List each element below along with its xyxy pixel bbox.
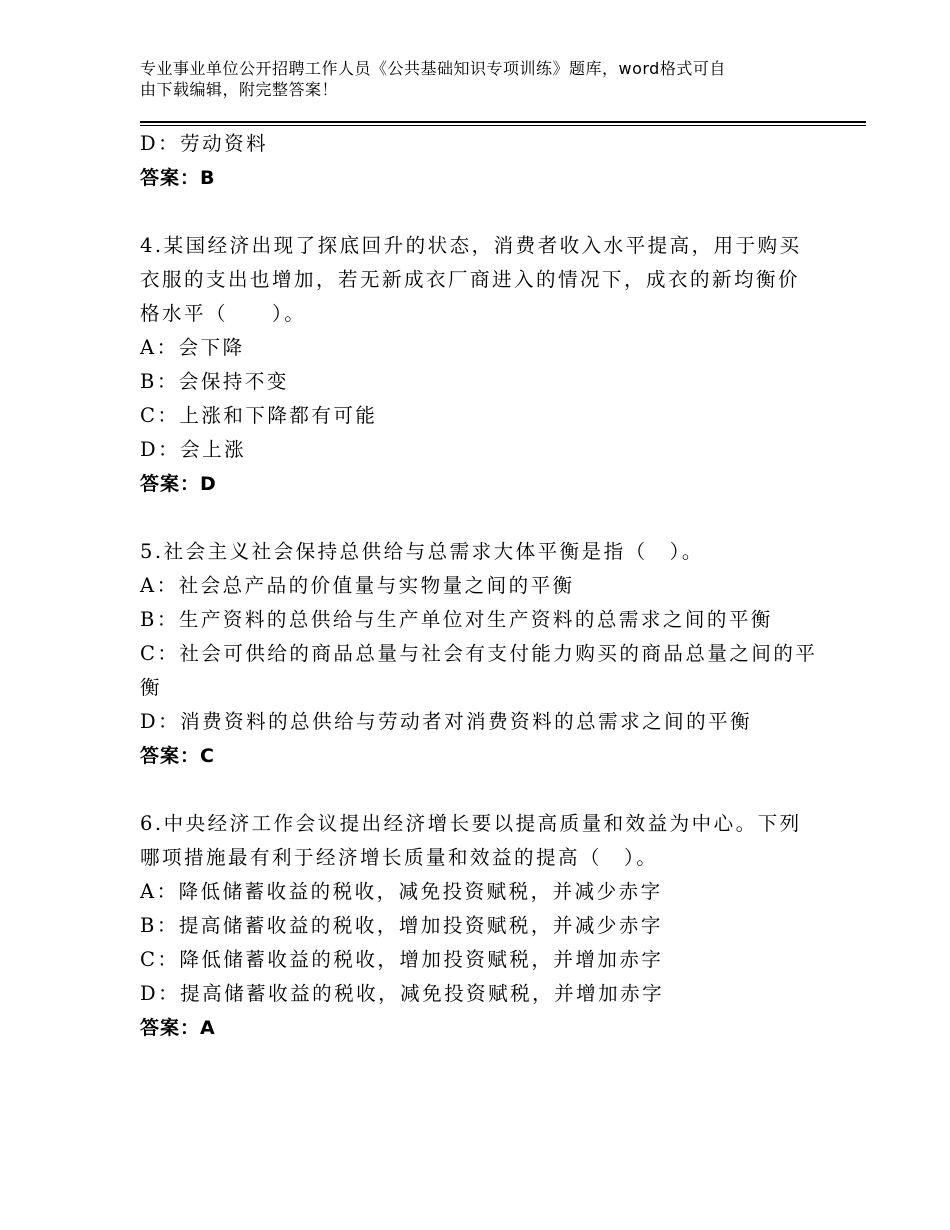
option-c: C：降低储蓄收益的税收，增加投资赋税，并增加赤字 bbox=[140, 948, 664, 971]
carryover-answer bbox=[140, 161, 805, 195]
question-stem-line: 衣服的支出也增加，若无新成衣厂商进入的情况下，成衣的新均衡价 bbox=[140, 268, 801, 291]
spacer bbox=[140, 501, 805, 535]
question-4-answer bbox=[140, 467, 805, 501]
option-d: D：提高储蓄收益的税收，减免投资赋税，并增加赤字 bbox=[140, 982, 665, 1005]
option-b: B：提高储蓄收益的税收，增加投资赋税，并减少赤字 bbox=[140, 914, 663, 937]
header-divider-thin bbox=[140, 125, 866, 126]
answer-label: 答案： bbox=[140, 1017, 201, 1039]
answer-label: 答案： bbox=[140, 473, 201, 495]
question-4 bbox=[140, 229, 805, 501]
question-stem-line: 4.某国经济出现了探底回升的状态，消费者收入水平提高，用于购买 bbox=[140, 234, 802, 257]
question-5-answer bbox=[140, 739, 805, 773]
answer-value: A bbox=[200, 1017, 216, 1039]
option-c-continued: 衡 bbox=[140, 676, 163, 699]
question-6-answer bbox=[140, 1011, 805, 1045]
option-a: A：社会总产品的价值量与实物量之间的平衡 bbox=[140, 574, 575, 597]
option-a: A：降低储蓄收益的税收，减免投资赋税，并减少赤字 bbox=[140, 880, 663, 903]
carryover-option-d: D：劳动资料 bbox=[140, 132, 269, 155]
page-header bbox=[140, 58, 805, 100]
option-b: B：会保持不变 bbox=[140, 370, 289, 393]
option-c: C：社会可供给的商品总量与社会有支付能力购买的商品总量之间的平 bbox=[140, 642, 818, 665]
header-line-2: 由下载编辑，附完整答案！ bbox=[140, 80, 339, 99]
header-line-1: 专业事业单位公开招聘工作人员《公共基础知识专项训练》题库，word格式可自 bbox=[140, 59, 726, 78]
option-d: D：消费资料的总供给与劳动者对消费资料的总需求之间的平衡 bbox=[140, 710, 753, 733]
question-6 bbox=[140, 807, 805, 1045]
option-b: B：生产资料的总供给与生产单位对生产资料的总需求之间的平衡 bbox=[140, 608, 773, 631]
question-stem-line: 哪项措施最有利于经济增长质量和效益的提高（ ）。 bbox=[140, 846, 659, 869]
question-5 bbox=[140, 535, 818, 773]
answer-label: 答案： bbox=[140, 745, 201, 767]
answer-value: B bbox=[200, 167, 216, 189]
answer-value: D bbox=[200, 473, 217, 495]
header-divider-thick bbox=[140, 121, 866, 123]
question-content bbox=[140, 127, 818, 1045]
spacer bbox=[140, 195, 805, 229]
question-stem-line: 5.社会主义社会保持总供给与总需求大体平衡是指（ ）。 bbox=[140, 540, 704, 563]
option-c: C：上涨和下降都有可能 bbox=[140, 404, 378, 427]
answer-label: 答案： bbox=[140, 167, 201, 189]
question-stem-line: 格水平（ ）。 bbox=[140, 302, 307, 325]
option-a: A：会下降 bbox=[140, 336, 245, 359]
option-d: D：会上涨 bbox=[140, 438, 247, 461]
question-stem-line: 6.中央经济工作会议提出经济增长要以提高质量和效益为中心。下列 bbox=[140, 812, 802, 835]
answer-value: C bbox=[200, 745, 215, 767]
spacer bbox=[140, 773, 805, 807]
